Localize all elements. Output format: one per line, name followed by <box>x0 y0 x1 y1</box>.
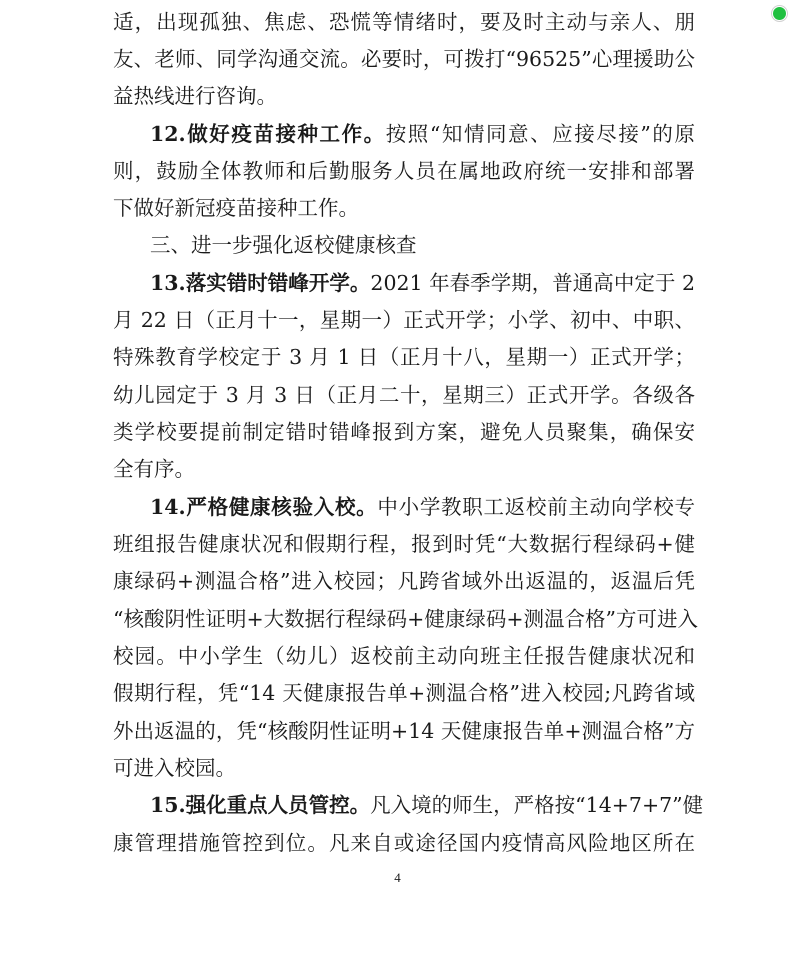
body-text-line: 益热线进行咨询。 <box>113 84 277 108</box>
section-13-title: 13.落实错时错峰开学。 <box>150 271 371 295</box>
section-14-first-line <box>150 488 695 526</box>
section-13-text: 2021 年春季学期，普通高中定于 2 <box>370 271 695 295</box>
section-13-first-line <box>150 264 695 302</box>
body-text-line: 类学校要提前制定错时错峰报到方案，避免人员聚集，确保安 <box>113 420 695 444</box>
section-15-text: 凡入境的师生，严格按“14+7+7”健 <box>370 793 704 817</box>
page-number: 4 <box>394 870 401 885</box>
section-heading: 三、进一步强化返校健康核查 <box>150 233 417 257</box>
body-text-line: 下做好新冠疫苗接种工作。 <box>113 196 359 220</box>
section-12-title: 12.做好疫苗接种工作。 <box>150 122 386 146</box>
section-14-text: 中小学教职工返校前主动向学校专 <box>377 495 695 519</box>
status-dot-icon <box>772 6 787 21</box>
body-text-line: 假期行程，凭“14 天健康报告单+测温合格”进入校园;凡跨省域 <box>113 681 695 705</box>
section-14-title: 14.严格健康核验入校。 <box>150 495 378 519</box>
body-text-line: 外出返温的，凭“核酸阴性证明+14 天健康报告单+测温合格”方 <box>113 719 695 743</box>
body-text-line: 康绿码+测温合格”进入校园；凡跨省域外出返温的，返温后凭 <box>113 569 695 593</box>
section-12-text: 按照“知情同意、应接尽接”的原 <box>385 122 695 146</box>
body-text-line: 月 22 日（正月十一，星期一）正式开学；小学、初中、中职、 <box>113 308 695 332</box>
body-text-line: 幼儿园定于 3 月 3 日（正月二十，星期三）正式开学。各级各 <box>113 383 695 407</box>
body-text-line: 全有序。 <box>113 457 195 481</box>
body-text-line: 校园。中小学生（幼儿）返校前主动向班主任报告健康状况和 <box>113 644 695 668</box>
body-text-line: 可进入校园。 <box>113 756 236 780</box>
body-text-line: 则，鼓励全体教师和后勤服务人员在属地政府统一安排和部署 <box>113 159 695 183</box>
section-15-title: 15.强化重点人员管控。 <box>150 793 371 817</box>
section-12-first-line <box>150 115 695 153</box>
body-text-line: 友、老师、同学沟通交流。必要时，可拨打“96525”心理援助公 <box>113 47 695 71</box>
section-15-first-line <box>150 786 704 824</box>
body-text-line: “核酸阴性证明+大数据行程绿码+健康绿码+测温合格”方可进入 <box>113 607 698 631</box>
body-text-line: 适，出现孤独、焦虑、恐慌等情绪时，要及时主动与亲人、朋 <box>113 10 695 34</box>
body-text-line: 康管理措施管控到位。凡来自或途径国内疫情高风险地区所在 <box>113 831 695 855</box>
body-text-line: 班组报告健康状况和假期行程，报到时凭“大数据行程绿码+健 <box>113 532 695 556</box>
body-text-line: 特殊教育学校定于 3 月 1 日（正月十八，星期一）正式开学； <box>113 345 695 369</box>
